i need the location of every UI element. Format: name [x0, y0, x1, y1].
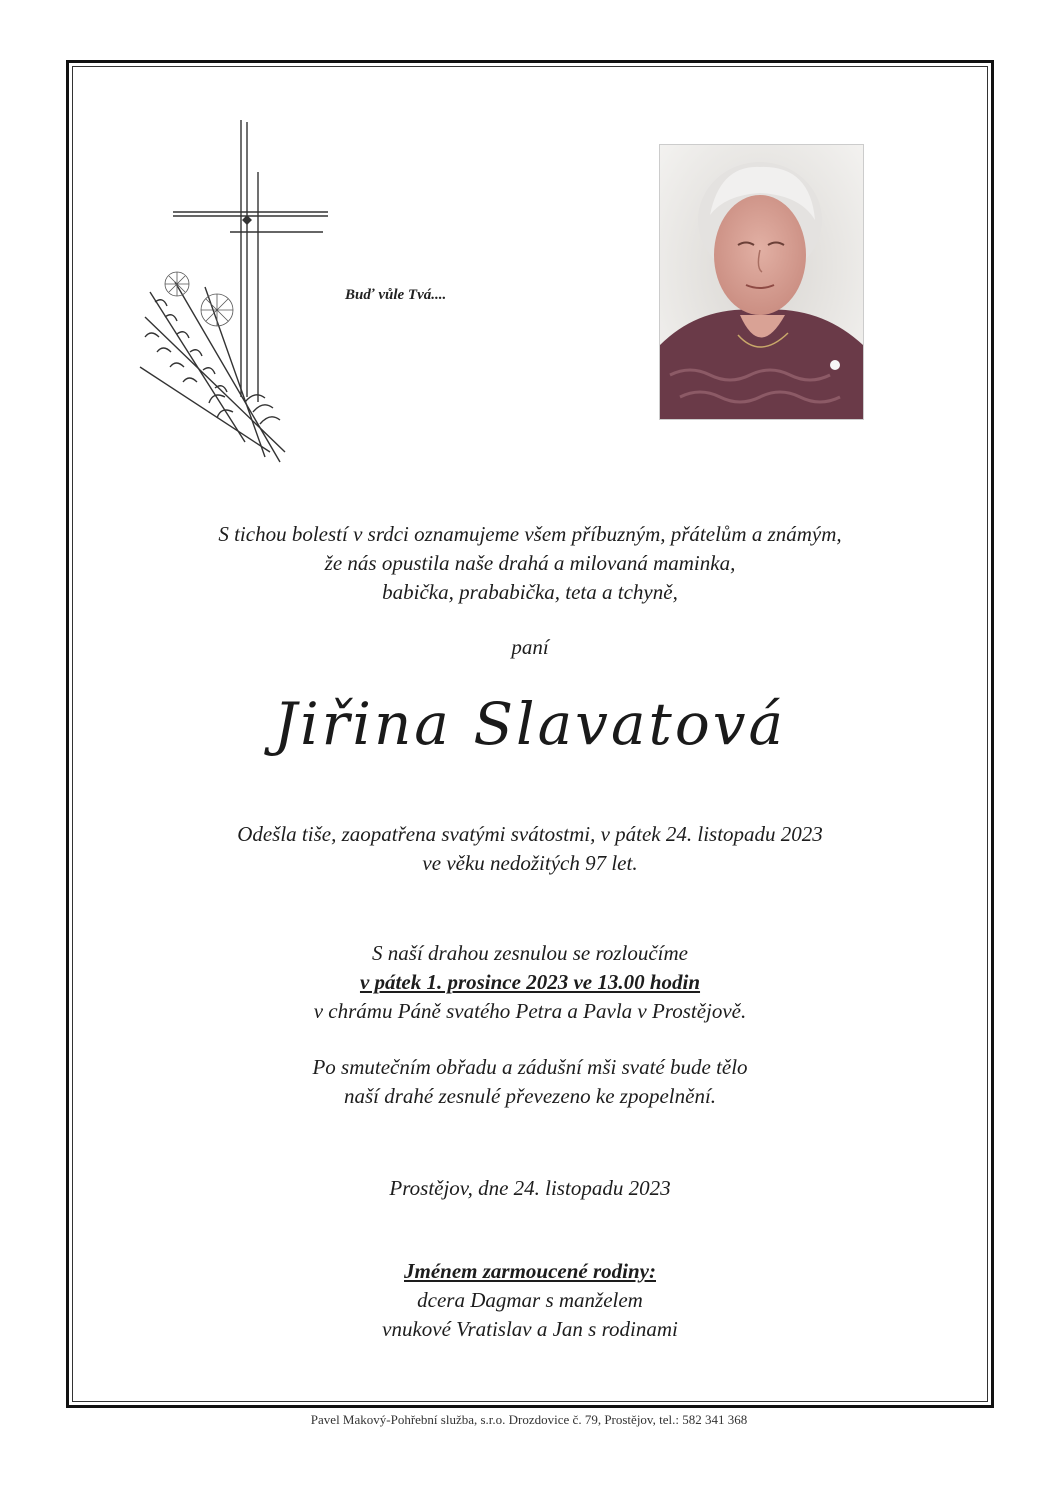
- family-heading: Jménem zarmoucené rodiny:: [404, 1259, 656, 1283]
- motto-text: Buď vůle Tvá....: [345, 287, 447, 303]
- portrait-photo: [659, 144, 864, 420]
- family-member-2: vnukové Vratislav a Jan s rodinami: [382, 1317, 678, 1341]
- death-info-line-1: Odešla tiše, zaopatřena svatými svátostmi, v pátek 24. listopadu 2023: [237, 822, 823, 846]
- after-ceremony-line-1: Po smutečním obřadu a zádušní mši svaté bude tělo: [312, 1055, 748, 1079]
- funeral-service-footer: Pavel Makový-Pohřební služba, s.r.o. Drozdovice č. 79, Prostějov, tel.: 582 341 368: [310, 1412, 748, 1427]
- title-pani: paní: [511, 635, 549, 659]
- death-info: [72, 820, 988, 878]
- place-date-text: Prostějov, dne 24. listopadu 2023: [389, 1176, 671, 1200]
- place-date: [72, 1174, 988, 1203]
- farewell-info: [72, 939, 988, 1026]
- death-info-line-2: ve věku nedožitých 97 let.: [422, 851, 638, 875]
- after-ceremony: [72, 1053, 988, 1111]
- farewell-place: v chrámu Páně svatého Petra a Pavla v Prostějově.: [313, 999, 747, 1023]
- cross-with-flowers-icon: [135, 112, 335, 472]
- intro-line-3: babička, prababička, teta a tchyně,: [382, 580, 678, 604]
- announcement-intro: [72, 520, 988, 607]
- deceased-name: Jiřina Slavatová: [273, 690, 787, 758]
- after-ceremony-line-2: naší drahé zesnulé převezeno ke zpopelnění.: [343, 1084, 717, 1108]
- farewell-line-1: S naší drahou zesnulou se rozloučíme: [372, 941, 688, 965]
- title-text: [72, 633, 988, 662]
- family-member-1: dcera Dagmar s manželem: [417, 1288, 643, 1312]
- family-signature: [72, 1257, 988, 1344]
- intro-line-2: že nás opustila naše drahá a milovaná maminka,: [324, 551, 736, 575]
- farewell-date-time: v pátek 1. prosince 2023 ve 13.00 hodin: [359, 970, 701, 994]
- intro-line-1: S tichou bolestí v srdci oznamujeme všem příbuzným, přátelům a známým,: [218, 522, 842, 546]
